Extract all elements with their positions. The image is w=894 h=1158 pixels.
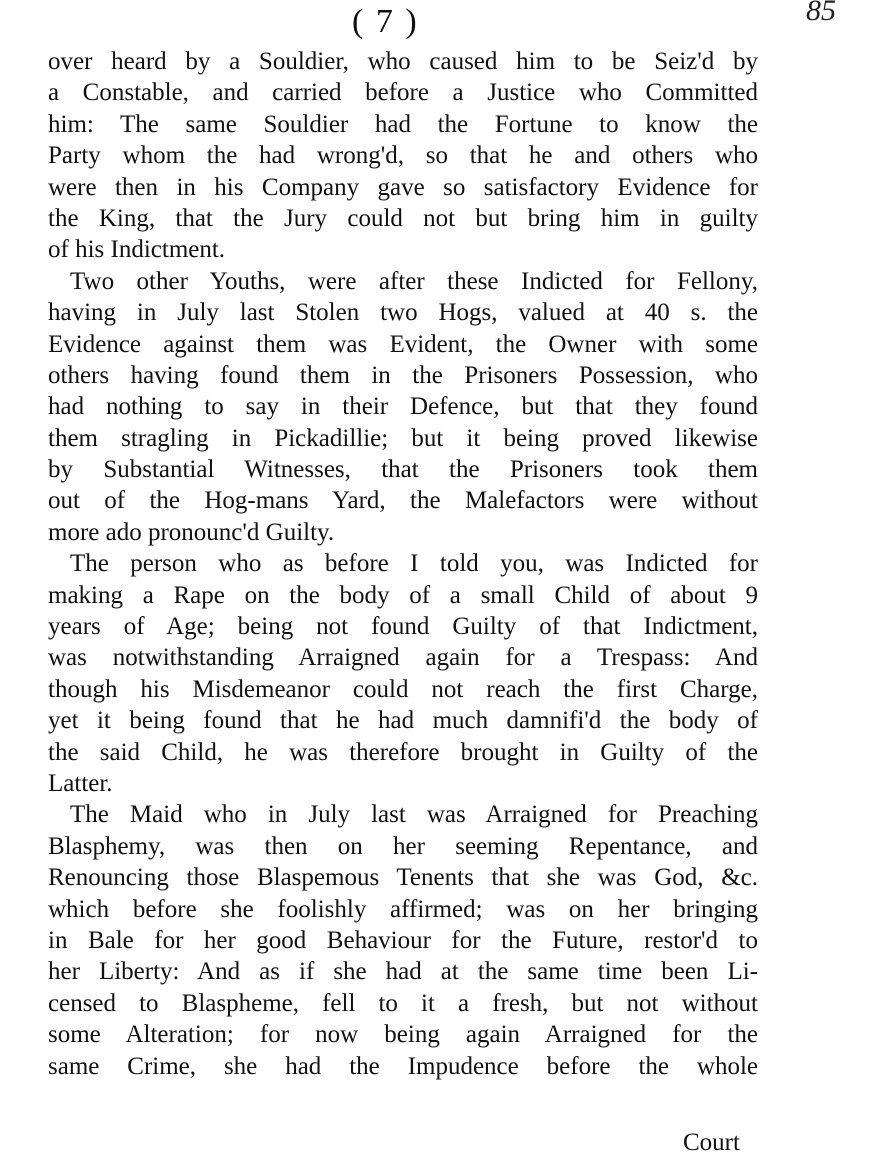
text-line: some Alteration; for now being again Arraigned for the: [48, 1021, 758, 1049]
text-line: Latter.: [48, 769, 113, 797]
text-line: Two other Youths, were after these Indicted for Fellony,: [70, 267, 758, 295]
text-line: Party whom the had wrong'd, so that he and others who: [48, 142, 758, 170]
text-line: The Maid who in July last was Arraigned for Preaching: [70, 801, 758, 829]
text-line: Renouncing those Blaspemous Tenents that she was God, &c.: [48, 864, 758, 892]
text-line: over heard by a Souldier, who caused him to be Seiz'd by: [48, 48, 758, 75]
text-line: others having found them in the Prisoners Possession, who: [48, 361, 758, 389]
paragraph-4: [48, 799, 758, 1082]
text-line: a Constable, and carried before a Justice who Committed: [48, 79, 758, 107]
text-line: having in July last Stolen two Hogs, valued at 40 s. the: [48, 299, 758, 327]
paragraph-3: [48, 548, 758, 799]
paragraph-2: [48, 266, 758, 549]
text-line: was notwithstanding Arraigned again for a Trespass: And: [48, 644, 758, 672]
text-line: of his Indictment.: [48, 236, 226, 264]
text-line: more ado pronounc'd Guilty.: [48, 518, 335, 546]
folio-mark: 85: [806, 0, 836, 27]
text-line: out of the Hog-mans Yard, the Malefactors were without: [48, 487, 758, 515]
text-line: yet it being found that he had much damnifi'd the body of: [48, 707, 758, 735]
text-line: had nothing to say in their Defence, but that they found: [48, 393, 758, 421]
text-line: in Bale for her good Behaviour for the Future, restor'd to: [48, 926, 758, 954]
text-line: Evidence against them was Evident, the Owner with some: [48, 330, 758, 358]
text-line: making a Rape on the body of a small Child of about 9: [48, 581, 758, 609]
text-line: censed to Blaspheme, fell to it a fresh, but not without: [48, 989, 758, 1017]
text-line: which before she foolishly affirmed; was on her bringing: [48, 895, 758, 923]
text-line: them stragling in Pickadillie; but it being proved likewise: [48, 424, 758, 452]
text-line: the said Child, he was therefore brought in Guilty of the: [48, 738, 758, 766]
catchword: Court: [683, 1129, 740, 1156]
text-line: the King, that the Jury could not but bring him in guilty: [48, 204, 758, 232]
page-number: ( 7 ): [352, 3, 419, 40]
paragraph-1: [48, 46, 758, 266]
text-line: her Liberty: And as if she had at the same time been Li-: [48, 958, 758, 986]
text-line: him: The same Souldier had the Fortune to know the: [48, 110, 758, 138]
text-line: were then in his Company gave so satisfactory Evidence for: [48, 173, 758, 201]
text-line: by Substantial Witnesses, that the Prisoners took them: [48, 456, 758, 484]
text-line: years of Age; being not found Guilty of that Indictment,: [48, 613, 758, 641]
body-text: [48, 46, 758, 1082]
text-line: same Crime, she had the Impudence before the whole: [48, 1052, 758, 1080]
text-line: Blasphemy, was then on her seeming Repentance, and: [48, 832, 758, 860]
text-line: The person who as before I told you, was Indicted for: [70, 550, 758, 578]
text-line: though his Misdemeanor could not reach the first Charge,: [48, 675, 758, 703]
